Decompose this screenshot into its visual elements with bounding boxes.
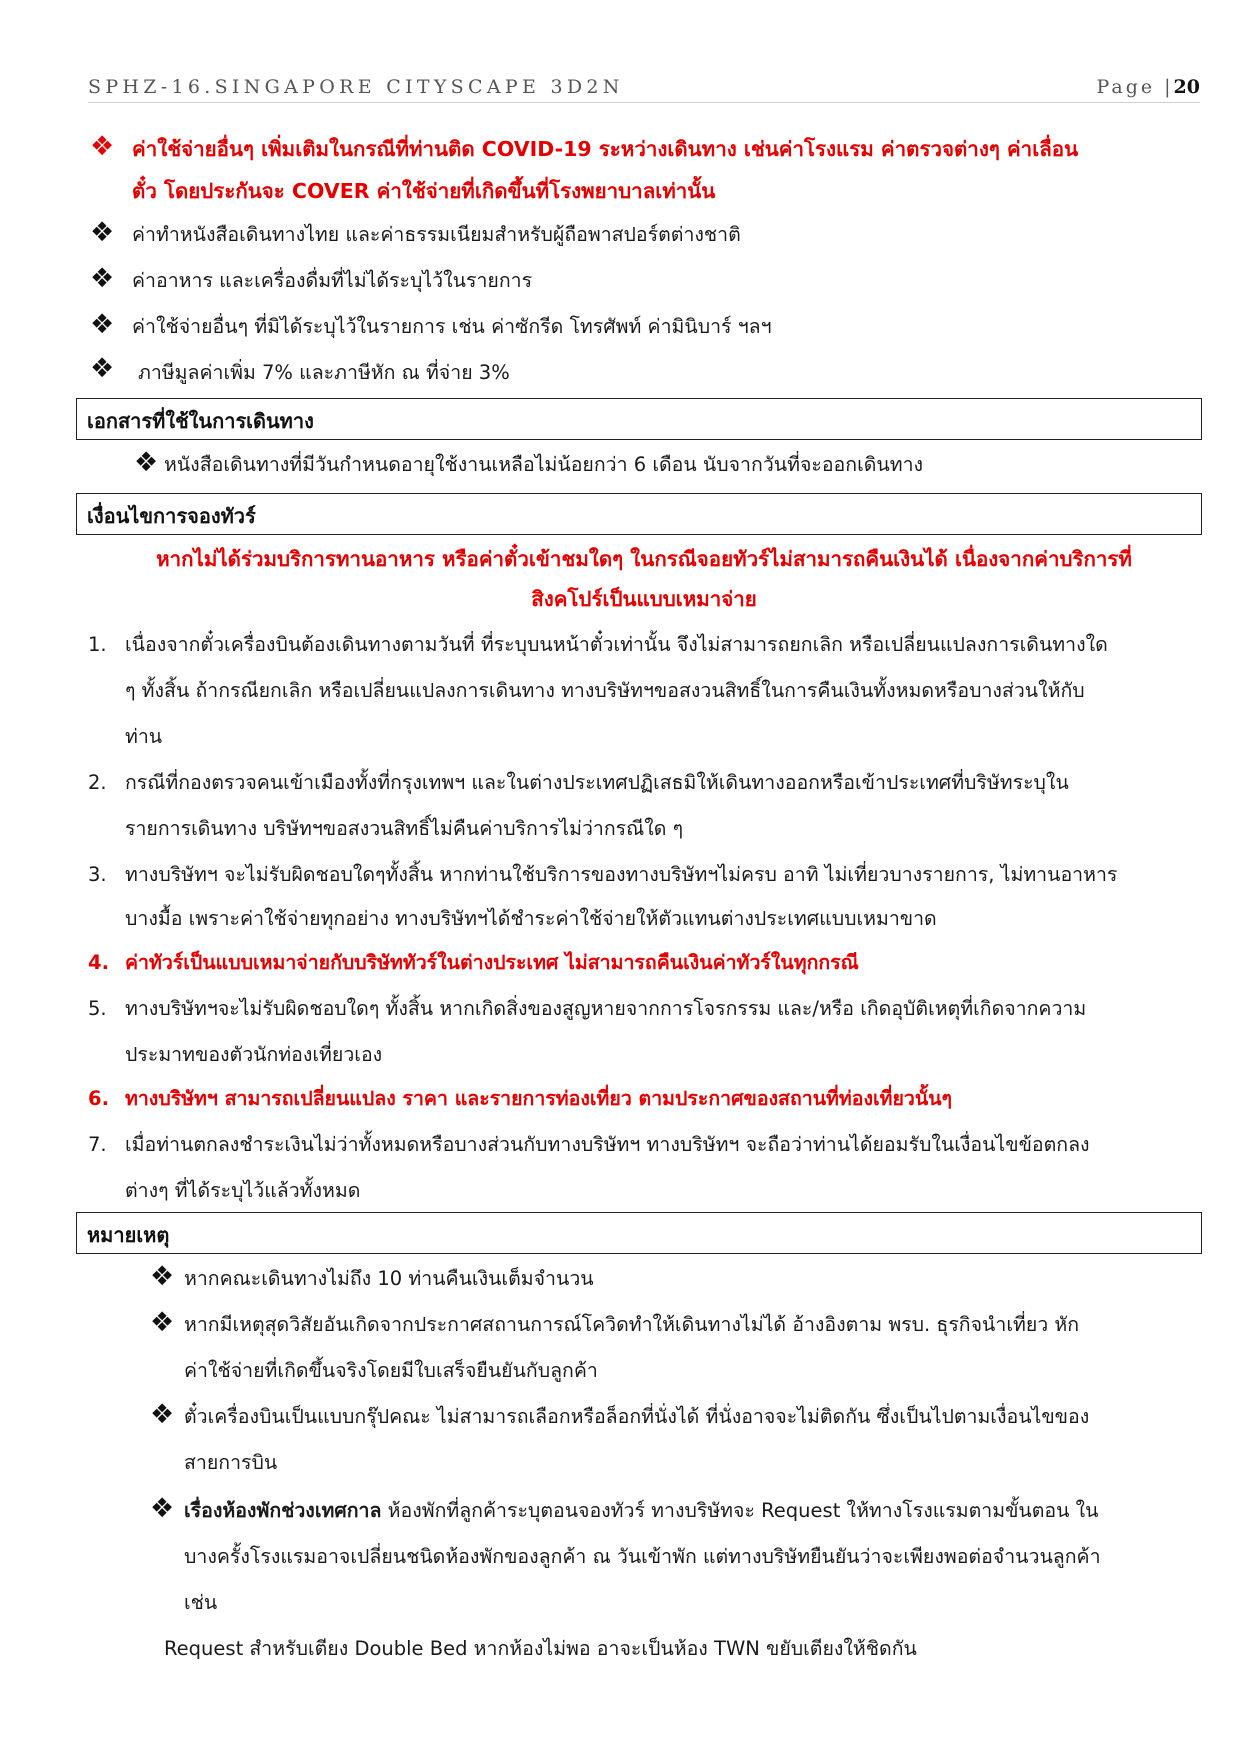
condition-1-line3: ท่าน — [125, 725, 163, 748]
list-number: 3. — [88, 863, 107, 886]
page-label: Page | — [1096, 76, 1174, 98]
page-indicator — [1096, 76, 1200, 98]
document-title: SPHZ-16.SINGAPORE CITYSCAPE 3D2N — [88, 76, 624, 98]
remark-item-rooms-line3: เช่น — [184, 1591, 218, 1614]
remark-item-min-group: หากคณะเดินทางไม่ถึง 10 ท่านคืนเงินเต็มจำนวน — [184, 1267, 594, 1290]
condition-5-line2: ประมาทของตัวนักท่องเที่ยวเอง — [125, 1043, 383, 1066]
list-number: 2. — [88, 771, 107, 794]
section-remarks — [76, 1212, 1202, 1254]
diamond-bullet-icon: ❖ — [150, 1261, 175, 1292]
condition-3-line2: บางมื้อ เพราะค่าใช้จ่ายทุกอย่าง ทางบริษัทฯได้ชำระค่าใช้จ่ายให้ตัวแทนต่างประเทศแบบเหมาขาด — [125, 907, 937, 930]
diamond-bullet-icon: ❖ — [150, 1307, 175, 1338]
page-number: 20 — [1173, 76, 1200, 98]
diamond-bullet-icon: ❖ — [150, 1399, 175, 1430]
diamond-bullet-icon: ❖ — [90, 131, 115, 162]
covid-note-line2: ตั๋ว โดยประกันจะ COVER ค่าใช้จ่ายที่เกิดขึ้นที่โรงพยาบาลเท่านั้น — [132, 179, 716, 203]
section-conditions — [76, 493, 1202, 535]
list-number: 6. — [88, 1087, 109, 1110]
condition-2-line2: รายการเดินทาง บริษัทฯขอสงวนสิทธิ์ไม่คืนค่าบริการไม่ว่ากรณีใด ๆ — [125, 817, 684, 840]
condition-7-line2: ต่างๆ ที่ได้ระบุไว้แล้วทั้งหมด — [125, 1179, 361, 1202]
section-heading: หมายเหตุ — [87, 1223, 170, 1247]
exclude-item-food: ค่าอาหาร และเครื่องดื่มที่ไม่ได้ระบุไว้ในรายการ — [132, 269, 533, 292]
section-documents — [76, 398, 1202, 440]
diamond-bullet-icon: ❖ — [134, 447, 159, 478]
remark-item-rooms-title: เรื่องห้องพักช่วงเทศกาล — [184, 1499, 382, 1522]
exclude-item-misc: ค่าใช้จ่ายอื่นๆ ที่มิได้ระบุไว้ในรายการ เช่น ค่าซักรีด โทรศัพท์ ค่ามินิบาร์ ฯลฯ — [132, 315, 772, 338]
remark-item-force-majeure-line1: หากมีเหตุสุดวิสัยอันเกิดจากประกาศสถานการณ์โควิดทำให้เดินทางไม่ได้ อ้างอิงตาม พรบ. ธุรกิจนำเที่ยว หัก — [184, 1313, 1080, 1336]
covid-note-line1: ค่าใช้จ่ายอื่นๆ เพิ่มเติมในกรณีที่ท่านติด COVID-19 ระหว่างเดินทาง เช่นค่าโรงแรม ค่าตรวจต่างๆ ค่าเลื่อน — [132, 137, 1079, 161]
list-number: 5. — [88, 997, 107, 1020]
condition-6-line1: ทางบริษัทฯ สามารถเปลี่ยนแปลง ราคา และรายการท่องเที่ยว ตามประกาศของสถานที่ท่องเที่ยวนั้นๆ — [125, 1087, 953, 1110]
condition-2-line1: กรณีที่กองตรวจคนเข้าเมืองทั้งที่กรุงเทพฯ และในต่างประเทศปฏิเสธมิให้เดินทางออกหรือเข้าประเทศที่บริษัทระบุใน — [125, 771, 1069, 794]
diamond-bullet-icon: ❖ — [90, 309, 115, 340]
condition-5-line1: ทางบริษัทฯจะไม่รับผิดชอบใดๆ ทั้งสิ้น หากเกิดสิ่งของสูญหายจากการโจรกรรม และ/หรือ เกิดอุบัติเหตุที่เกิดจากความ — [125, 997, 1087, 1020]
list-number: 7. — [88, 1133, 107, 1156]
remark-item-force-majeure-line2: ค่าใช้จ่ายที่เกิดขึ้นจริงโดยมีใบเสร็จยืนยันกับลูกค้า — [184, 1359, 598, 1382]
conditions-notice-line2: สิงคโปร์เป็นแบบเหมาจ่าย — [531, 587, 757, 611]
remark-item-rooms-text: ห้องพักที่ลูกค้าระบุตอนจองทัวร์ ทางบริษัทจะ Request ให้ทางโรงแรมตามขั้นตอน ใน — [381, 1499, 1099, 1522]
exclude-item-passport: ค่าทำหนังสือเดินทางไทย และค่าธรรมเนียมสำหรับผู้ถือพาสปอร์ตต่างชาติ — [132, 223, 741, 246]
condition-1-line1: เนื่องจากตั๋วเครื่องบินต้องเดินทางตามวันที่ ที่ระบุบนหน้าตั๋วเท่านั้น จึงไม่สามารถยกเลิก หรือเปลี่ยนแปลงการเดินทางใด — [125, 633, 1108, 656]
diamond-bullet-icon: ❖ — [90, 263, 115, 294]
diamond-bullet-icon: ❖ — [90, 217, 115, 248]
section-heading: เงื่อนไขการจองทัวร์ — [87, 504, 256, 528]
remark-item-seats-line1: ตั๋วเครื่องบินเป็นแบบกรุ๊ปคณะ ไม่สามารถเลือกหรือล็อกที่นั่งได้ ที่นั่งอาจจะไม่ติดกัน ซึ่งเป็นไปตามเงื่อนไขของ — [184, 1405, 1090, 1428]
condition-7-line1: เมื่อท่านตกลงชำระเงินไม่ว่าทั้งหมดหรือบางส่วนกับทางบริษัทฯ ทางบริษัทฯ จะถือว่าท่านได้ยอมรับในเงื่อนไขข้อตกลง — [125, 1133, 1090, 1156]
header-divider — [88, 102, 1200, 103]
diamond-bullet-icon: ❖ — [90, 353, 115, 384]
remark-item-rooms-line2: บางครั้งโรงแรมอาจเปลี่ยนชนิดห้องพักของลูกค้า ณ วันเข้าพัก แต่ทางบริษัทยืนยันว่าจะเพียงพอต่อจำนวนลูกค้า — [184, 1545, 1101, 1568]
remark-item-seats-line2: สายการบิน — [184, 1451, 278, 1474]
remark-item-rooms-line1 — [184, 1496, 1099, 1526]
section-heading: เอกสารที่ใช้ในการเดินทาง — [87, 409, 314, 433]
page-header — [88, 76, 1200, 102]
diamond-bullet-icon: ❖ — [150, 1493, 175, 1524]
list-number: 4. — [88, 951, 109, 974]
list-number: 1. — [88, 633, 107, 656]
conditions-notice-line1: หากไม่ได้ร่วมบริการทานอาหาร หรือค่าตั๋วเข้าชมใดๆ ในกรณีจอยทัวร์ไม่สามารถคืนเงินได้ เนื่องจากค่าบริการที่ — [156, 547, 1132, 571]
condition-1-line2: ๆ ทั้งสิ้น ถ้ากรณียกเลิก หรือเปลี่ยนแปลงการเดินทาง ทางบริษัทฯขอสงวนสิทธิ์ในการคืนเงินทั้งหมดหรือบางส่วนให้กับ — [125, 679, 1085, 702]
document-item-passport: หนังสือเดินทางที่มีวันกำหนดอายุใช้งานเหลือไม่น้อยกว่า 6 เดือน นับจากวันที่จะออกเดินทาง — [164, 453, 924, 476]
condition-4-line1: ค่าทัวร์เป็นแบบเหมาจ่ายกับบริษัททัวร์ในต่างประเทศ ไม่สามารถคืนเงินค่าทัวร์ในทุกกรณี — [125, 951, 859, 974]
remark-footer-line: Request สำหรับเตียง Double Bed หากห้องไม่พอ อาจะเป็นห้อง TWN ขยับเตียงให้ชิดกัน — [164, 1637, 917, 1660]
exclude-item-tax: ภาษีมูลค่าเพิ่ม 7% และภาษีหัก ณ ที่จ่าย 3% — [138, 361, 510, 384]
condition-3-line1: ทางบริษัทฯ จะไม่รับผิดชอบใดๆทั้งสิ้น หากท่านใช้บริการของทางบริษัทฯไม่ครบ อาทิ ไม่เที่ยวบางรายการ, ไม่ทานอาหาร — [125, 863, 1118, 886]
